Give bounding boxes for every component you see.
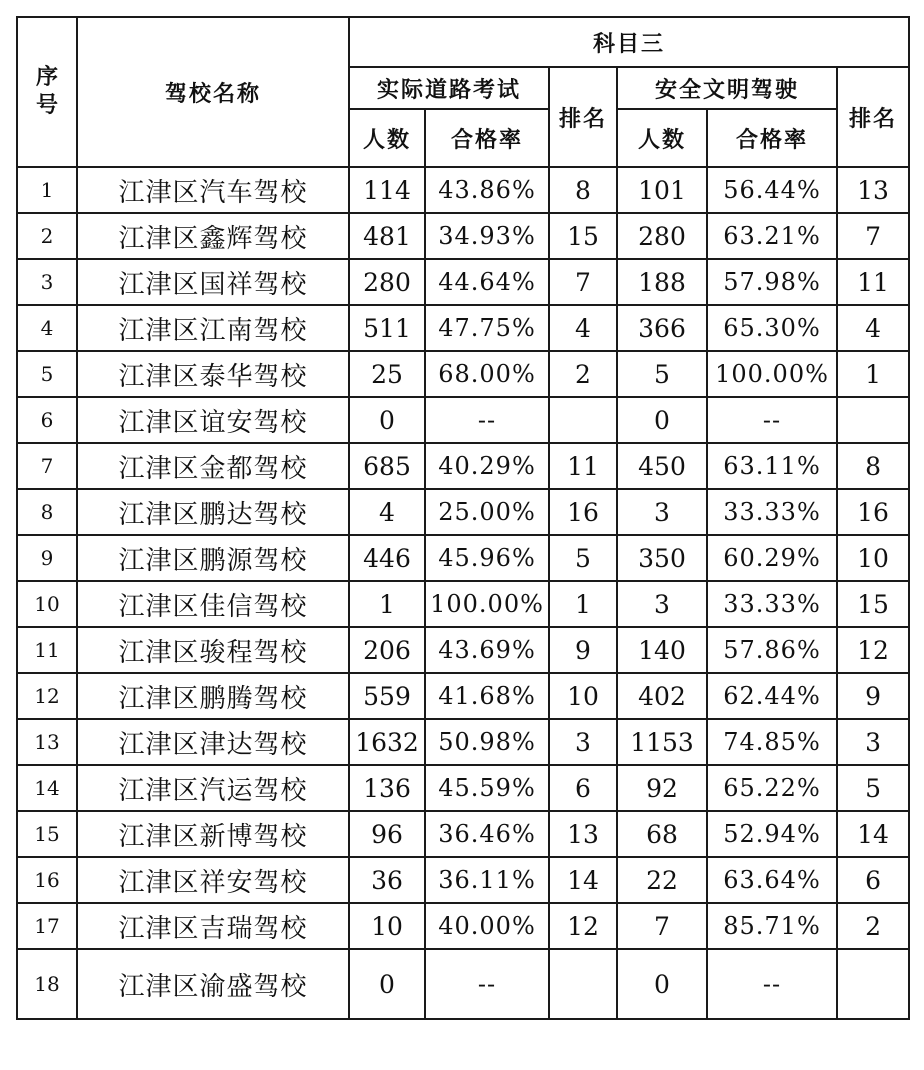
cell-safe-count: 68	[617, 811, 707, 857]
cell-safe-rate: 74.85%	[707, 719, 837, 765]
cell-road-rate: 45.59%	[425, 765, 549, 811]
cell-road-count: 0	[349, 397, 425, 443]
cell-safe-rank: 7	[837, 213, 909, 259]
cell-road-rate: 40.29%	[425, 443, 549, 489]
table-row	[17, 259, 909, 305]
cell-road-rate: --	[425, 949, 549, 1019]
table-row	[17, 673, 909, 719]
cell-safe-rate: 65.22%	[707, 765, 837, 811]
cell-road-count: 114	[349, 167, 425, 213]
cell-road-count: 1632	[349, 719, 425, 765]
cell-road-count: 481	[349, 213, 425, 259]
cell-road-rank: 7	[549, 259, 617, 305]
cell-school-name: 江津区鹏腾驾校	[77, 673, 349, 719]
cell-seq: 18	[17, 949, 77, 1019]
cell-road-rank	[549, 397, 617, 443]
cell-road-rate: 45.96%	[425, 535, 549, 581]
table-row	[17, 581, 909, 627]
cell-school-name: 江津区祥安驾校	[77, 857, 349, 903]
cell-road-rate: 44.64%	[425, 259, 549, 305]
cell-safe-count: 7	[617, 903, 707, 949]
cell-safe-rank: 8	[837, 443, 909, 489]
table-row	[17, 765, 909, 811]
cell-road-rate: 34.93%	[425, 213, 549, 259]
cell-road-rank: 10	[549, 673, 617, 719]
cell-safe-rate: 100.00%	[707, 351, 837, 397]
cell-seq: 12	[17, 673, 77, 719]
cell-road-count: 96	[349, 811, 425, 857]
cell-school-name: 江津区国祥驾校	[77, 259, 349, 305]
cell-school-name: 江津区新博驾校	[77, 811, 349, 857]
table-row	[17, 167, 909, 213]
cell-road-count: 559	[349, 673, 425, 719]
cell-road-rate: 43.69%	[425, 627, 549, 673]
cell-safe-rank: 6	[837, 857, 909, 903]
cell-safe-rank: 5	[837, 765, 909, 811]
cell-road-count: 10	[349, 903, 425, 949]
cell-seq: 7	[17, 443, 77, 489]
cell-road-rank: 3	[549, 719, 617, 765]
cell-road-count: 685	[349, 443, 425, 489]
cell-seq: 15	[17, 811, 77, 857]
cell-school-name: 江津区鹏达驾校	[77, 489, 349, 535]
cell-road-rate: 100.00%	[425, 581, 549, 627]
cell-safe-rank	[837, 397, 909, 443]
cell-safe-count: 1153	[617, 719, 707, 765]
cell-safe-rank: 3	[837, 719, 909, 765]
cell-school-name: 江津区鑫辉驾校	[77, 213, 349, 259]
header-safe-count: 人数	[617, 109, 707, 167]
table-row	[17, 811, 909, 857]
cell-road-count: 280	[349, 259, 425, 305]
cell-road-rate: --	[425, 397, 549, 443]
cell-road-count: 511	[349, 305, 425, 351]
cell-road-rank: 12	[549, 903, 617, 949]
table-row	[17, 535, 909, 581]
cell-safe-rank: 10	[837, 535, 909, 581]
table-row	[17, 213, 909, 259]
cell-seq: 2	[17, 213, 77, 259]
header-seq: 序号	[17, 17, 77, 167]
cell-safe-rank: 11	[837, 259, 909, 305]
cell-safe-rate: --	[707, 949, 837, 1019]
cell-safe-count: 280	[617, 213, 707, 259]
cell-road-rank: 6	[549, 765, 617, 811]
cell-safe-count: 22	[617, 857, 707, 903]
cell-safe-count: 101	[617, 167, 707, 213]
header-safe-pass-rate: 合格率	[707, 109, 837, 167]
header-road-test: 实际道路考试	[349, 67, 549, 109]
cell-safe-count: 450	[617, 443, 707, 489]
header-road-rank: 排名	[549, 67, 617, 167]
cell-school-name: 江津区泰华驾校	[77, 351, 349, 397]
cell-road-rank	[549, 949, 617, 1019]
cell-safe-rank	[837, 949, 909, 1019]
cell-road-count: 1	[349, 581, 425, 627]
cell-school-name: 江津区佳信驾校	[77, 581, 349, 627]
cell-seq: 4	[17, 305, 77, 351]
cell-safe-rate: 52.94%	[707, 811, 837, 857]
cell-road-rate: 43.86%	[425, 167, 549, 213]
cell-road-count: 206	[349, 627, 425, 673]
cell-safe-count: 140	[617, 627, 707, 673]
cell-school-name: 江津区渝盛驾校	[77, 949, 349, 1019]
header-road-count: 人数	[349, 109, 425, 167]
cell-road-rank: 5	[549, 535, 617, 581]
results-table	[16, 16, 910, 1020]
cell-school-name: 江津区吉瑞驾校	[77, 903, 349, 949]
cell-road-count: 136	[349, 765, 425, 811]
cell-safe-rate: 65.30%	[707, 305, 837, 351]
cell-seq: 13	[17, 719, 77, 765]
cell-road-count: 25	[349, 351, 425, 397]
cell-safe-count: 5	[617, 351, 707, 397]
cell-school-name: 江津区江南驾校	[77, 305, 349, 351]
cell-seq: 14	[17, 765, 77, 811]
cell-safe-rank: 4	[837, 305, 909, 351]
table-row	[17, 719, 909, 765]
cell-safe-count: 0	[617, 949, 707, 1019]
cell-safe-rate: 33.33%	[707, 581, 837, 627]
cell-safe-rank: 15	[837, 581, 909, 627]
cell-seq: 6	[17, 397, 77, 443]
cell-road-rank: 13	[549, 811, 617, 857]
cell-safe-count: 366	[617, 305, 707, 351]
cell-safe-rate: 57.98%	[707, 259, 837, 305]
table-row	[17, 857, 909, 903]
cell-safe-count: 402	[617, 673, 707, 719]
cell-seq: 17	[17, 903, 77, 949]
header-subject: 科目三	[349, 17, 909, 67]
cell-road-rate: 36.11%	[425, 857, 549, 903]
cell-school-name: 江津区骏程驾校	[77, 627, 349, 673]
cell-road-rank: 4	[549, 305, 617, 351]
cell-road-rank: 9	[549, 627, 617, 673]
cell-road-rank: 11	[549, 443, 617, 489]
cell-safe-count: 350	[617, 535, 707, 581]
cell-road-rate: 36.46%	[425, 811, 549, 857]
cell-seq: 9	[17, 535, 77, 581]
cell-safe-rate: 63.21%	[707, 213, 837, 259]
cell-safe-rate: 63.11%	[707, 443, 837, 489]
cell-seq: 1	[17, 167, 77, 213]
cell-safe-rate: 85.71%	[707, 903, 837, 949]
cell-road-rate: 50.98%	[425, 719, 549, 765]
cell-safe-rate: 56.44%	[707, 167, 837, 213]
cell-school-name: 江津区鹏源驾校	[77, 535, 349, 581]
cell-road-count: 0	[349, 949, 425, 1019]
cell-road-rank: 2	[549, 351, 617, 397]
cell-safe-rank: 2	[837, 903, 909, 949]
cell-road-count: 36	[349, 857, 425, 903]
table-row	[17, 305, 909, 351]
cell-road-rate: 68.00%	[425, 351, 549, 397]
table-row	[17, 949, 909, 1019]
cell-safe-rate: 57.86%	[707, 627, 837, 673]
cell-seq: 5	[17, 351, 77, 397]
cell-safe-count: 188	[617, 259, 707, 305]
cell-safe-count: 3	[617, 489, 707, 535]
cell-safe-rate: --	[707, 397, 837, 443]
cell-safe-rate: 62.44%	[707, 673, 837, 719]
table-body	[17, 17, 909, 1019]
cell-school-name: 江津区汽运驾校	[77, 765, 349, 811]
cell-road-count: 4	[349, 489, 425, 535]
cell-safe-rank: 14	[837, 811, 909, 857]
table-row	[17, 627, 909, 673]
cell-safe-rate: 60.29%	[707, 535, 837, 581]
cell-school-name: 江津区谊安驾校	[77, 397, 349, 443]
cell-school-name: 江津区津达驾校	[77, 719, 349, 765]
cell-school-name: 江津区金都驾校	[77, 443, 349, 489]
cell-safe-count: 92	[617, 765, 707, 811]
header-safety: 安全文明驾驶	[617, 67, 837, 109]
table-row	[17, 351, 909, 397]
header-row-1	[17, 17, 909, 67]
header-road-pass-rate: 合格率	[425, 109, 549, 167]
cell-school-name: 江津区汽车驾校	[77, 167, 349, 213]
table-row	[17, 443, 909, 489]
cell-road-rank: 1	[549, 581, 617, 627]
cell-road-count: 446	[349, 535, 425, 581]
cell-safe-count: 3	[617, 581, 707, 627]
cell-safe-rank: 9	[837, 673, 909, 719]
cell-safe-rank: 13	[837, 167, 909, 213]
cell-road-rank: 16	[549, 489, 617, 535]
cell-safe-count: 0	[617, 397, 707, 443]
table-row	[17, 489, 909, 535]
cell-road-rate: 41.68%	[425, 673, 549, 719]
header-school-name: 驾校名称	[77, 17, 349, 167]
cell-road-rate: 25.00%	[425, 489, 549, 535]
cell-safe-rate: 33.33%	[707, 489, 837, 535]
table-row	[17, 397, 909, 443]
cell-road-rank: 14	[549, 857, 617, 903]
cell-seq: 3	[17, 259, 77, 305]
cell-seq: 16	[17, 857, 77, 903]
cell-safe-rank: 12	[837, 627, 909, 673]
table-row	[17, 903, 909, 949]
cell-safe-rank: 16	[837, 489, 909, 535]
header-safe-rank: 排名	[837, 67, 909, 167]
cell-seq: 10	[17, 581, 77, 627]
cell-safe-rank: 1	[837, 351, 909, 397]
cell-safe-rate: 63.64%	[707, 857, 837, 903]
cell-road-rate: 40.00%	[425, 903, 549, 949]
cell-road-rate: 47.75%	[425, 305, 549, 351]
cell-road-rank: 8	[549, 167, 617, 213]
cell-seq: 11	[17, 627, 77, 673]
cell-road-rank: 15	[549, 213, 617, 259]
cell-seq: 8	[17, 489, 77, 535]
